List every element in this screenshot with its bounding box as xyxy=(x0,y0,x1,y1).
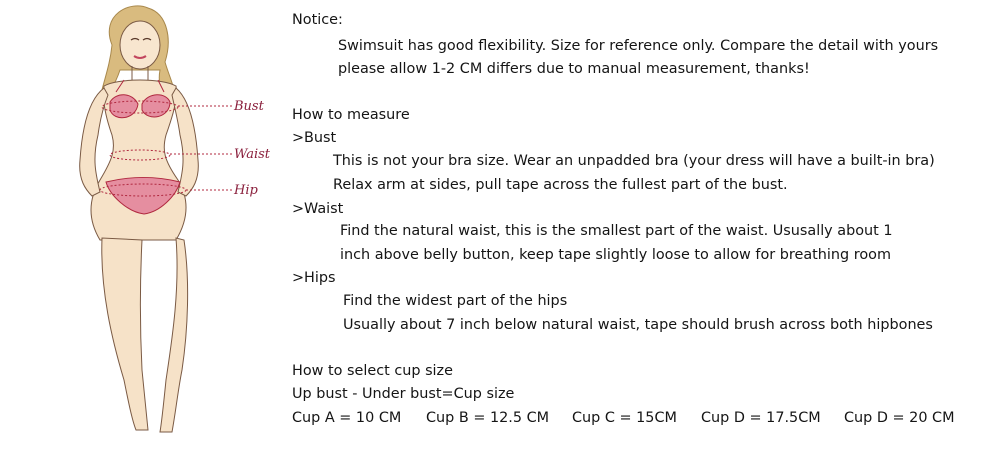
woman-figure-illustration xyxy=(0,0,280,450)
cup-size-d: Cup D = 17.5CM xyxy=(701,410,821,426)
cup-size-b: Cup B = 12.5 CM xyxy=(426,410,550,426)
cup-title: How to select cup size xyxy=(292,363,453,379)
notice-title: Notice: xyxy=(292,12,343,28)
hip-label: Hip xyxy=(234,183,258,198)
waist-line-1: Find the natural waist, this is the smallest part of the waist. Ususally about 1 xyxy=(340,223,893,239)
hips-heading: >Hips xyxy=(292,270,336,286)
hips-line-1: Find the widest part of the hips xyxy=(343,293,568,309)
cup-size-c: Cup C = 15CM xyxy=(572,410,677,426)
waist-line-2: inch above belly button, keep tape slightly loose to allow for breathing room xyxy=(340,247,891,263)
hips-line-2: Usually about 7 inch below natural waist, tape should brush across both hipbones xyxy=(343,317,933,333)
cup-size-d-2: Cup D = 20 CM xyxy=(844,410,955,426)
waist-heading: >Waist xyxy=(292,201,344,217)
cup-formula: Up bust - Under bust=Cup size xyxy=(292,386,515,402)
waist-label: Waist xyxy=(234,147,271,162)
bust-line-1: This is not your bra size. Wear an unpadded bra (your dress will have a built-in bra) xyxy=(333,153,935,169)
measurement-figure xyxy=(0,0,280,450)
notice-line-2: please allow 1-2 CM differs due to manual measurement, thanks! xyxy=(338,61,810,77)
how-to-measure-title: How to measure xyxy=(292,107,410,123)
cup-size-a: Cup A = 10 CM xyxy=(292,410,402,426)
notice-line-1: Swimsuit has good flexibility. Size for reference only. Compare the detail with yours xyxy=(338,38,939,54)
bust-heading: >Bust xyxy=(292,130,337,146)
bust-label: Bust xyxy=(234,99,264,114)
bust-line-2: Relax arm at sides, pull tape across the fullest part of the bust. xyxy=(333,177,788,193)
